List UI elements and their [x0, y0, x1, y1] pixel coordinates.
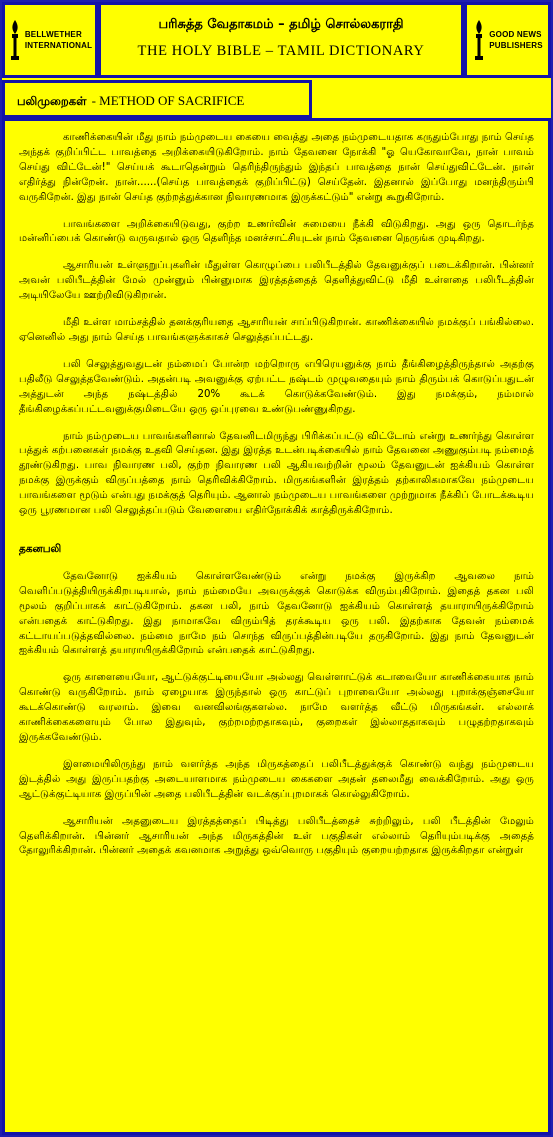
section-title-english: - METHOD OF SACRIFICE — [91, 93, 245, 108]
logo-right-line: PUBLISHERS — [489, 41, 543, 50]
section-heading-box — [2, 80, 312, 118]
article-body — [2, 118, 551, 1135]
body-paragraph: பாவங்களை அறிக்கையிடுவது, குற்ற உணர்வின் சுமையை நீக்கி விடுகிறது. அது ஒரு தொடர்ந்த மன்னிப்பைக் கொண்டு வருவதால் ஒரு தெளிந்த மனச்சாட்சியுடன் நாம் தேவனை நெருங்க முடிகிறது. — [19, 218, 534, 245]
body-paragraph: காணிக்கையின் மீது நாம் நம்முடைய கையை வைத்து அதை நம்முடையதாக கருதும்போது நாம் செய்த அந்தக் குறிப்பிட்ட பாவத்தை அறிக்கையிடுகிறோம். நாம் தேவனை நோக்கி "ஓ யெகோவாவே, நான் பாவம் செய்து விட்டேன்!" செய்யக் கூடாதென்றும் தெரிந்திருந்தும் இந்தப் பாவத்தை நான் செய்துவிட்டேன். நான் எதிர்த்து நின்றேன். நான்......(செய்த பாவத்தைக் குறிப்பிட்டு) செய்தேன். இதனால் இப்போது மனந்திரும்பி வருகிறேன். இது நான் செய்த குற்றத்துக்கான நிவாரணமாக இருக்கட்டும்" என்று கூறுகிறோம். — [19, 132, 534, 203]
good-news-logo-text — [489, 29, 543, 51]
body-paragraph: ஒரு காளையையோ, ஆட்டுக்குட்டியையோ அல்லது வெள்ளாட்டுக் கடாவையோ காணிக்கையாக நாம் கொண்டு வருகிறோம். நாம் ஏழையாக இருந்தால் ஒரு காட்டுப் புறாவையோ அல்லது புறாக்குஞ்சையோ கூடக்கொண்டு வரலாம். இவை வனவிலங்குகளல்ல. நாமே வளர்த்த வீட்டு மிருகங்கள். எல்லாக் காணிக்கைகளையும் போல இதுவும், குற்றமற்றதாகவும், குறைகள் இல்லாததாகவும் பழுதற்றதாகவும் இருக்கவேண்டும். — [19, 672, 534, 743]
logo-left-line: INTERNATIONAL — [24, 41, 93, 50]
logo-right-line: GOOD NEWS — [489, 30, 542, 39]
bellwether-logo-text — [25, 29, 92, 51]
subheading-burnt-offering: தகனபலி — [19, 542, 62, 555]
body-paragraph: தேவனோடு ஐக்கியம் கொள்ளவேண்டும் என்று நமக்கு இருக்கிற ஆவலை நாம் வெளிப்படுத்தியிருக்கிறபடியால், நாம் நம்மையே அவருக்குக் கொடுக்க விரும்புகிறோம். இதைத் தகன பலி மூலம் குறிப்பாகக் காட்டுகிறோம். தகன பலி, நாம் தேவனோடு ஐக்கியம் கொள்ளத் தயாராயிருக்கிறோம் என்பதைக் காட்டுகிறது. இது நாமாகவே விரும்பித் தரக்கூடிய ஒரு பலி. இதற்காக தேவன் நம்மைக் கட்டாயப்படுத்தவில்லை. நம்மை நாமே நம் சொந்த விருப்பத்தின்படியே தருகிறோம். இது நாம் தேவனுடன் ஐக்கியம் கொள்ளத் தயாராயிருக்கிறோம் என்பதைக் காட்டுகிறது. — [19, 570, 534, 657]
title-english: THE HOLY BIBLE – TAMIL DICTIONARY — [137, 43, 425, 59]
body-paragraph: பலி செலுத்துவதுடன் நம்மைப் போன்ற மற்றொரு எபிரெயனுக்கு நாம் தீங்கிழைத்திருந்தால் அதற்கு பதிலீடு செலுத்தவேண்டும். அதன்படி அவனுக்கு ஏற்பட்ட நஷ்டம் முழுவதையும் நாம் திரும்பக் கொடுப்பதுடன் அத்துடன் அந்த நஷ்டத்தில் 20% கூடக் கொடுக்கவேண்டும். இது நமக்கும், நம்மால் தீங்கிழைக்கப்பட்டவனுக்குமிடையே ஒரு ஒப்புரவை உண்டுபண்ணுகிறது. — [19, 358, 534, 415]
body-paragraph: ஆசாரியன் உள்ளுறுப்புகளின் மீதுள்ள கொழுப்பை பலிபீடத்தில் தேவனுக்குப் படைக்கிறான். பின்னர் அவன் பலிபீடத்தின் மேல் முன்னும் பின்னுமாக இரத்தத்தைத் தெளித்துவிட்டு மீதி உள்ளதை பலிபீடத்தின் அடியிலேயே ஊற்றிவிடுகிறான். — [19, 260, 534, 302]
body-paragraph: ஆசாரியன் அதனுடைய இரத்தத்தைப் பிடித்து பலிபீடத்தைச் சுற்றிலும், பலி பீடத்தின் மேலும் தெளிக்கிறான். பின்னர் ஆசாரியன் அந்த மிருகத்தின் உள் பகுதிகள் எல்லாம் தெரியும்படிக்கு அதைத் தோலுரிக்கிறான். பின்னர் அதைக் கவனமாக அறுத்து ஒவ்வொரு பகுதியும் குறையற்றதாக இருக்கிறதா என்றுள் — [19, 815, 534, 857]
logo-left-line: BELLWETHER — [24, 30, 82, 39]
dictionary-title-box — [98, 2, 464, 78]
bellwether-torch-icon — [8, 18, 22, 62]
body-paragraph: இளமையிலிருந்து நாம் வளர்த்த அந்த மிருகத்தைப் பலிபீடத்துக்குக் கொண்டு வந்து நம்முடைய இடத்தில் அது இருப்பதற்கு அடையாளமாக நம்முடைய கைகளை அதன் தலைமீது வைக்கிறோம். அது ஒரு ஆட்டுக்குட்டியாக இருப்பின் அதை பலிபீடத்தின் வடக்குப்புறமாகக் கொல்லுகிறோம். — [19, 758, 534, 800]
good-news-logo-box — [464, 2, 551, 78]
body-paragraph: நாம் நம்முடைய பாவங்களினால் தேவனிடமிருந்து பிரிக்கப்பட்டு விட்டோம் என்று உணர்ந்து கொள்ள பத்துக் கற்பனைகள் நமக்கு உதவி செய்தன. இது இரத்த உடன்படிக்கையில் நாம் தேவனை அணுகும்படி நம்மைத் தூண்டுகிறது. பாவ நிவாரண பலி, குற்ற நிவாரண பலி ஆகியவற்றின் மூலம் தேவனுடன் ஐக்கியம் கொள்ள நமக்கு இருக்கும் விருப்பத்தை நாம் தெரிவிக்கிறோம். மிருகங்களின் இரத்தம் தற்காலிகமாகவே நம்முடைய பாவங்களை மூடும் என்பது நமக்குத் தெரியும். ஆனால் நம்முடைய பாவங்களை முற்றுமாக நீக்கிப் போடக்கூடிய ஒரு பூரணமான பலி செலுத்தப்படும் வேளையை எதிர்நோக்கிக் காத்திருக்கிறோம். — [19, 430, 534, 517]
title-tamil: பரிசுத்த வேதாகமம் – தமிழ் சொல்லகராதி — [158, 17, 404, 32]
section-title-tamil: பலிமுறைகள் — [17, 94, 87, 108]
bellwether-logo-box — [2, 2, 98, 78]
body-paragraph: மீதி உள்ள மாம்சத்தில் தனக்குரியதை ஆசாரியன் சாப்பிடுகிறான். காணிக்கையில் நமக்குப் பங்கில்லை. ஏனெனில் அது நாம் செய்த பாவங்களுக்காகச் செலுத்தப்பட்டது. — [19, 317, 534, 343]
good-news-torch-icon — [472, 18, 486, 62]
